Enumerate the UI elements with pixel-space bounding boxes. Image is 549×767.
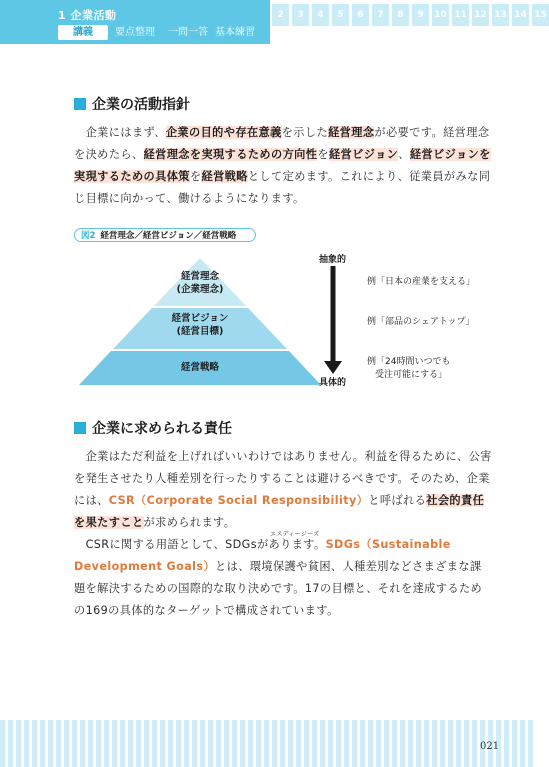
arrow-down-icon	[324, 361, 342, 374]
page-tab: 5	[332, 4, 349, 26]
highlight-text: 経営戦略	[201, 170, 248, 183]
example-philosophy	[367, 276, 475, 289]
example-text: 例「部品のシェアトップ」	[367, 317, 475, 327]
section-heading-responsibility	[74, 418, 232, 438]
text: が求められます。	[143, 516, 236, 529]
breadcrumb-summary: 要点整理	[115, 27, 155, 38]
highlight-text: 経営ビジョン	[328, 148, 399, 161]
highlight-text: 企業の目的や存在意義	[165, 126, 282, 139]
highlight-text: 社会的責任を果たすこと	[74, 494, 485, 529]
example-strategy	[367, 356, 450, 382]
text: CSRに関する用語として、SDGsがあります。	[74, 538, 326, 551]
page-tab: 8	[392, 4, 409, 26]
example-text: 例「24時間いつでも	[367, 357, 451, 367]
page-tab: 11	[452, 4, 469, 26]
figure-title: 経営理念／経営ビジョン／経営戦略	[100, 231, 237, 241]
square-icon	[74, 422, 86, 434]
sdgs-term: SDGs（Sustainable Development Goals）	[74, 538, 451, 573]
text: と呼ばれる	[368, 494, 427, 507]
example-text: 例「日本の産業を支える」	[367, 277, 476, 287]
page-tab: 10	[432, 4, 449, 26]
page-tab: 15	[532, 4, 549, 26]
scale-concrete-label: 具体的	[319, 378, 347, 388]
example-text: 受注可能にする」	[375, 370, 448, 380]
section-title: 企業に求められる責任	[92, 421, 232, 437]
page-tab: 7	[372, 4, 389, 26]
level-label-strategy	[150, 361, 250, 374]
level-subtitle: (企業理念)	[176, 284, 224, 295]
page-tab: 14	[512, 4, 529, 26]
example-vision	[367, 316, 475, 329]
text: とは、環境保護や貧困、人種差別などさまざまな課題を解決するための国際的な取り決めです。17の目標と、それを達成するための169の具体的なターゲットで構成されています。	[74, 560, 483, 617]
page-tab: 9	[412, 4, 429, 26]
level-title: 経営戦略	[180, 362, 219, 373]
page-tab: 2	[272, 4, 289, 26]
breadcrumb-qa: 一問一答	[168, 27, 208, 38]
text: を	[317, 148, 329, 161]
breadcrumb-practice: 基本練習	[215, 27, 255, 38]
text: が必要です。経営理念を決めたら、	[74, 126, 490, 161]
page-tab: 3	[292, 4, 309, 26]
highlight-text: 経営理念	[328, 126, 375, 139]
text: 企業はただ利益を上げればいいわけではありません。利益を得るために、公害を発生させたり人種差別を行ったりすることは避けるべきです。そのため、企業には、	[74, 450, 492, 507]
text: 企業にはまず、	[74, 126, 166, 139]
text: として定めます。これにより、従業員がみな同じ目標に向かって、働けるようになります。	[74, 170, 491, 205]
level-title: 経営理念	[180, 271, 219, 282]
page-tab: 4	[312, 4, 329, 26]
page-tab: 6	[352, 4, 369, 26]
paragraph-sdgs	[74, 534, 492, 622]
section-title: 企業の活動指針	[92, 97, 190, 113]
level-subtitle: (経営目標)	[176, 326, 224, 337]
level-title: 経営ビジョン	[171, 313, 229, 324]
figure-number: 図2	[81, 231, 96, 241]
sdgs-ruby: エスディージーズ	[270, 531, 320, 538]
paragraph-csr	[74, 446, 492, 534]
chapter-title: 1 企業活動	[58, 9, 117, 22]
footer-stripes	[0, 720, 536, 767]
text: を示した	[281, 126, 329, 139]
text: を	[189, 170, 202, 183]
text: 、	[398, 148, 410, 161]
highlight-text: 経営理念を実現するための方向性	[143, 148, 318, 161]
csr-term: CSR（Corporate Social Responsibility）	[108, 494, 369, 507]
level-label-vision	[150, 312, 250, 338]
highlight-text: 経営ビジョンを実現するための具体策	[74, 148, 491, 183]
page-tab: 12	[472, 4, 489, 26]
breadcrumb-lecture: 講義	[58, 25, 108, 40]
scale-abstract-label: 抽象的	[319, 255, 347, 265]
level-label-philosophy	[160, 270, 240, 296]
page-tab: 13	[492, 4, 509, 26]
page-number: 021	[480, 741, 500, 752]
